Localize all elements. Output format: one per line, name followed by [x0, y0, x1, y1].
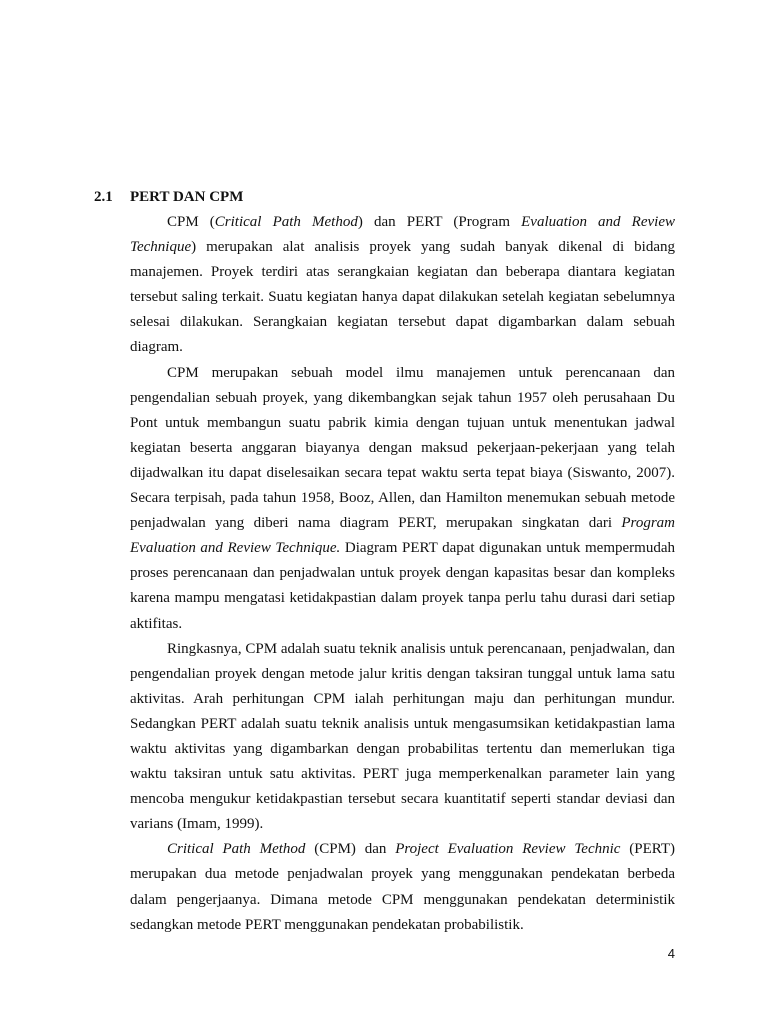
text-run: (CPM) dan [305, 841, 396, 858]
text-run: ) dan PERT (Program [357, 214, 522, 230]
section-heading [94, 187, 243, 207]
italic-run: Critical Path Method [214, 214, 358, 230]
text-run: ) merupakan alat analisis proyek yang sudah banyak dikenal di bidang manajemen. Proyek terdiri atas serangkaian kegiatan dan beberapa diantara kegiatan tersebut saling terkait. Suatu kegiatan hanya dapat dilakukan setelah kegiatan sebelumnya selesai dilakukan. Serangkaian kegiatan tersebut dapat digambarkan dalam sebuah diagram. [130, 239, 675, 356]
paragraph [130, 637, 675, 838]
paragraph [130, 210, 675, 361]
text-run: Ringkasnya, CPM adalah suatu teknik analisis untuk perencanaan, penjadwalan, dan pengendalian proyek dengan metode jalur kritis dengan taksiran tunggal untuk lama satu aktivitas. Arah perhitungan CPM ialah perhitungan maju dan perhitungan mundur. Sedangkan PERT adalah suatu teknik analisis untuk mengasumsikan ketidakpastian lama waktu aktivitas yang digambarkan dengan probabilitas tertentu dan memerlukan tiga waktu taksiran untuk satu aktivitas. PERT juga memperkenalkan parameter lain yang mencoba mengukur ketidakpastian tersebut secara kuantitatif seperti standar deviasi dan varians (Imam, 1999). [130, 640, 675, 833]
page-number: 4 [667, 946, 675, 961]
paragraph [130, 361, 675, 637]
text-run: (PERT) merupakan dua metode penjadwalan proyek yang menggunakan pendekatan berbeda dalam pengerjaanya. Dimana metode CPM menggunakan pendekatan deterministik sedangkan metode PERT menggunakan pendekatan probabilistik. [130, 841, 676, 933]
paragraph [130, 837, 675, 937]
section-number: 2.1 [94, 189, 113, 205]
body-text [130, 210, 675, 938]
text-run: CPM ( [167, 214, 215, 230]
text-run: Diagram PERT dapat digunakan untuk mempermudah proses perencanaan dan penjadwalan untuk proyek dengan kapasitas besar dan kompleks karena mampu mengatasi ketidakpastian dalam proyek tanpa perlu tahu durasi dari setiap aktifitas. [130, 540, 675, 632]
italic-run: Project Evaluation Review Technic [395, 841, 621, 858]
section-title: PERT DAN CPM [130, 189, 244, 205]
text-run: CPM merupakan sebuah model ilmu manajemen untuk perencanaan dan pengendalian sebuah proyek, yang dikembangkan sejak tahun 1957 oleh perusahaan Du Pont untuk membangun suatu pabrik kimia dengan tujuan untuk menentukan jadwal kegiatan beserta anggaran biayanya dengan maksud pekerjaan-pekerjaan yang telah dijadwalkan itu dapat diselesaikan secara tepat waktu serta tepat biaya (Siswanto, 2007). Secara terpisah, pada tahun 1958, Booz, Allen, dan Hamilton menemukan sebuah metode penjadwalan yang diberi nama diagram PERT, merupakan singkatan dari [130, 364, 675, 532]
italic-run: Program Evaluation and Review Technique. [130, 515, 675, 557]
italic-run: Critical Path Method [167, 841, 306, 858]
italic-run: Evaluation and Review Technique [130, 214, 675, 256]
